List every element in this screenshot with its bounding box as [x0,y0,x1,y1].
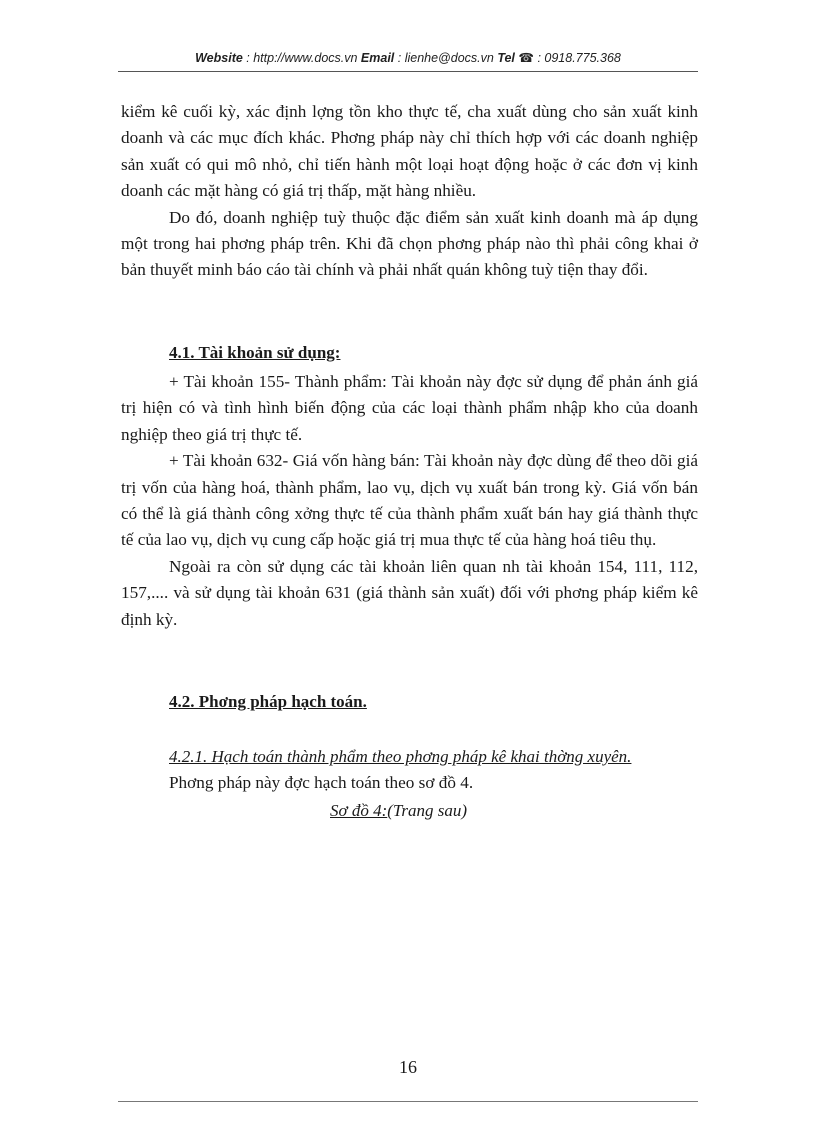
caption-label: Sơ đồ 4: [330,801,388,820]
phone-icon: ☎ [518,51,534,65]
diagram-reference-line: Phơng pháp này đợc hạch toán theo sơ đồ 4. [169,773,474,792]
paragraph-other-accounts: Ngoài ra còn sử dụng các tài khoản liên quan nh tài khoản 154, 111, 112, 157,.... và sử dụng tài khoản 631 (giá thành sản xuất) đối với phơng pháp kiểm kê định kỳ. [121,556,698,629]
footer-divider [118,1101,698,1102]
paragraph-account-632: + Tài khoản 632- Giá vốn hàng bán: Tài khoản này đợc dùng để theo dõi giá trị vốn của hàng hoá, thành phẩm, lao vụ, dịch vụ xuất bán trong kỳ. Giá vốn bán có thể là giá thành công xởng thực tế của thành phẩm xuất bán hay giá thành thực tế của lao vụ, dịch vụ cung cấp hoặc giá trị mua thực tế của hàng hoá tiêu thụ. [121,451,698,550]
tel-value: : 0918.775.368 [533,51,621,65]
tel-label: Tel [497,51,515,65]
paragraph-1: kiểm kê cuối kỳ, xác định lợng tồn kho thực tế, cha xuất dùng cho sản xuất kinh doanh và các mục đích khác. Phơng pháp này chỉ thích hợp với các doanh nghiệp sản xuất có qui mô nhỏ, chỉ tiến hành một loại hoạt động hoặc ở các đơn vị kinh doanh các mặt hàng có giá trị thấp, mặt hàng nhiều. [121,102,698,201]
paragraph-2: Do đó, doanh nghiệp tuỳ thuộc đặc điểm sản xuất kinh doanh mà áp dụng một trong hai phơng pháp trên. Khi đã chọn phơng pháp nào thì phải công khai ở bản thuyết minh báo cáo tài chính và phải nhất quán không tuỳ tiện thay đổi. [121,207,698,280]
page-header [118,50,698,65]
email-label: Email [360,51,395,65]
diagram-caption [330,801,467,821]
intro-text [121,99,698,284]
page-number: 16 [399,1057,417,1077]
section-4-2-1-heading: 4.2.1. Hạch toán thành phẩm theo phơng pháp kê khai thờng xuyên. [169,747,632,766]
email-value: : lienhe@docs.vn [394,51,498,65]
website-value: : http://www.docs.vn [242,51,361,65]
paragraph-account-155: + Tài khoản 155- Thành phẩm: Tài khoản này đợc sử dụng để phản ánh giá trị hiện có và tình hình biến động của các loại thành phẩm nhập kho của doanh nghiệp theo giá trị thực tế. [121,372,698,444]
website-label: Website [195,51,243,65]
section-4-2-heading: 4.2. Phơng pháp hạch toán. [169,692,367,711]
header-divider [118,71,698,72]
section-4-1-body [121,369,698,633]
caption-note: (Trang sau) [387,801,468,820]
section-4-1-heading: 4.1. Tài khoản sử dụng: [169,343,341,362]
